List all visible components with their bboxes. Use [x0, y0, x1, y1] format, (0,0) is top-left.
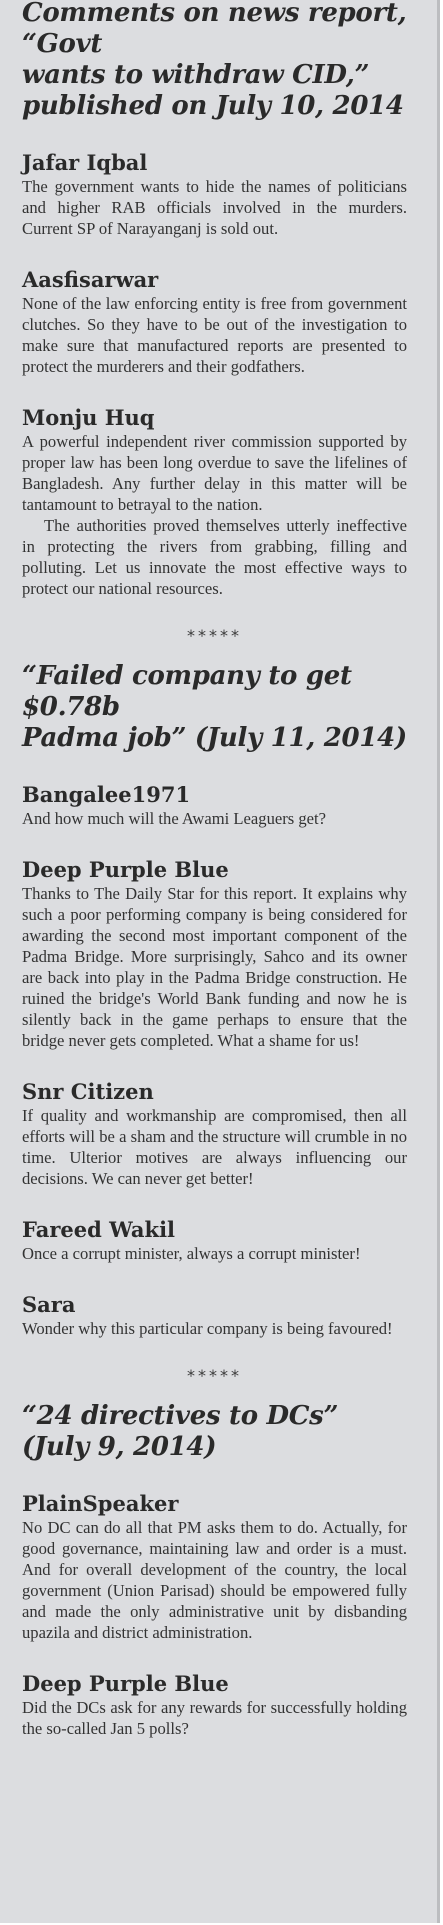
title-line: Padma job” (July 11, 2014): [22, 723, 407, 753]
comment: [22, 857, 407, 1051]
comment-text: And how much will the Awami Leaguers get?: [22, 809, 327, 828]
title-line: Comments on news report, “Govt: [22, 0, 407, 59]
comment-author: Bangalee1971: [22, 782, 191, 807]
comment-body: [22, 1318, 407, 1339]
comment-text: None of the law enforcing entity is free from government clutches. So they have to be out of the investigation to make sure that manufactured reports are presented to protect the murderers and their godfathers.: [22, 294, 407, 376]
comment-text: Did the DCs ask for any rewards for successfully holding the so-called Jan 5 polls?: [22, 1698, 407, 1738]
comment-author: Deep Purple Blue: [22, 857, 229, 882]
section-title: [22, 661, 407, 754]
section-govt-cid: [22, 0, 407, 599]
comment-text: The government wants to hide the names of politicians and higher RAB officials involved in the murders. Current SP of Narayanganj is sold out.: [22, 177, 407, 238]
comment-text: No DC can do all that PM asks them to do. Actually, for good governance, maintaining law and order is a must. And for overall development of the country, the local government (Union Parisad) should be empowered fully and made the only administrative unit by disbanding upazila and district administration.: [22, 1518, 407, 1642]
comment-text: Once a corrupt minister, always a corrupt minister!: [22, 1244, 361, 1263]
comment-text: If quality and workmanship are compromised, then all efforts will be a sham and the structure will crumble in no time. Ulterior motives are always influencing our decisions. We can never get better!: [22, 1106, 407, 1188]
comment-body: [22, 431, 407, 599]
section-title: [22, 0, 407, 122]
comment-body: [22, 1517, 407, 1643]
title-line: wants to withdraw CID,”: [22, 60, 370, 90]
comment-body: [22, 808, 407, 829]
page-edge-shadow: [437, 0, 440, 1923]
comment-text: Thanks to The Daily Star for this report. It explains why such a poor performing company is being considered for awarding the second most important component of the Padma Bridge. More surprisingly, Sahco and its owner are back into play in the Padma Bridge construction. He ruined the bridge's World Bank funding and now he is silently back in the game perhaps to ensure that the bridge never gets completed. What a shame for us!: [22, 884, 407, 1050]
comment-text: Wonder why this particular company is being favoured!: [22, 1319, 393, 1338]
comment: [22, 1079, 407, 1189]
comment-body: [22, 1243, 407, 1264]
comment-author: Fareed Wakil: [22, 1217, 176, 1242]
comment: [22, 1217, 407, 1264]
comment: [22, 267, 407, 377]
comment-author: Aasfisarwar: [22, 267, 159, 292]
comment: [22, 782, 407, 829]
title-line: (July 9, 2014): [22, 1432, 217, 1462]
section-separator: *****: [187, 626, 242, 645]
comment-body: [22, 293, 407, 377]
comment-body: [22, 176, 407, 239]
comment: [22, 1491, 407, 1643]
comment: [22, 405, 407, 599]
comment: [22, 1671, 407, 1739]
section-padma-job: [22, 661, 407, 1339]
section-title: [22, 1401, 407, 1463]
comment: [22, 150, 407, 239]
title-line: “24 directives to DCs”: [22, 1401, 339, 1431]
comment-text: The authorities proved themselves utterly ineffective in protecting the rivers from grabbing, filling and polluting. Let us innovate the most effective ways to protect our national resources.: [22, 516, 407, 598]
comment-author: Deep Purple Blue: [22, 1671, 229, 1696]
title-line: “Failed company to get $0.78b: [22, 661, 352, 722]
section-dc-directives: [22, 1401, 407, 1739]
comment-body: [22, 1697, 407, 1739]
comment-body: [22, 883, 407, 1051]
comment-author: PlainSpeaker: [22, 1491, 179, 1516]
comment-author: Snr Citizen: [22, 1079, 154, 1104]
comment: [22, 1292, 407, 1339]
title-line: published on July 10, 2014: [22, 91, 404, 121]
comment-body: [22, 1105, 407, 1189]
comment-text: A powerful independent river commission supported by proper law has been long overdue to save the lifelines of Bangladesh. Any further delay in this matter will be tantamount to betrayal to the nation.: [22, 432, 407, 514]
comment-author: Jafar Iqbal: [22, 150, 148, 175]
section-separator: *****: [187, 1366, 242, 1385]
comment-author: Monju Huq: [22, 405, 155, 430]
comment-author: Sara: [22, 1292, 76, 1317]
